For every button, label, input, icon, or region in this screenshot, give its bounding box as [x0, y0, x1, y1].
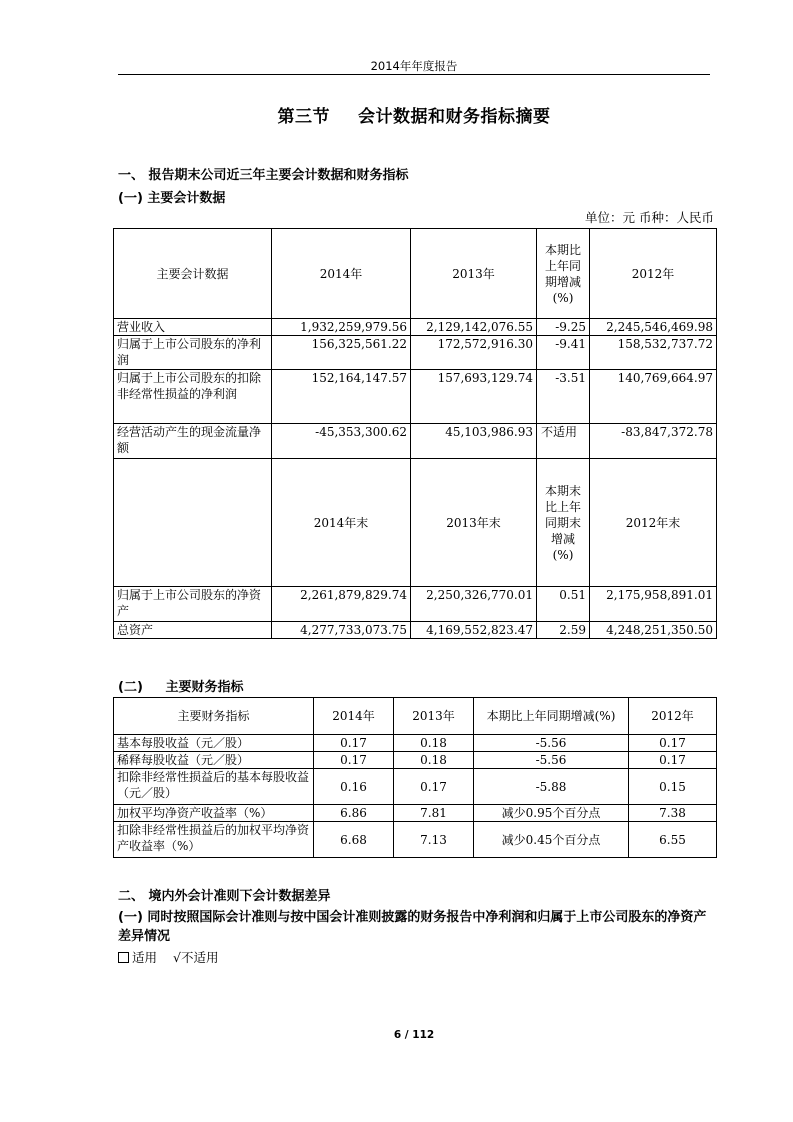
table-cell: 7.38 [629, 805, 717, 822]
table-cell: 2,261,879,829.74 [272, 587, 411, 622]
table-cell: 0.16 [314, 769, 394, 805]
section-title [118, 102, 710, 127]
table-header-cell: 2013年 [411, 229, 537, 319]
table-cell: 加权平均净资产收益率（%） [114, 805, 314, 822]
table-cell: 6.68 [314, 822, 394, 858]
table-cell: -9.25 [537, 319, 590, 336]
checkbox-icon [118, 952, 129, 963]
table-header-cell: 主要财务指标 [114, 698, 314, 735]
table-cell: 0.15 [629, 769, 717, 805]
table-header-row [114, 459, 717, 587]
table-header-cell: 2014年末 [272, 459, 411, 587]
table-header-cell: 本期比上年同期增减(%) [537, 229, 590, 319]
table-cell: 不适用 [537, 424, 590, 459]
table-cell: 2,245,546,469.98 [590, 319, 717, 336]
table-row [114, 319, 717, 336]
main-accounting-data-table [113, 228, 717, 639]
option-applicable: 适用 [132, 950, 158, 965]
table-cell: 减少0.45个百分点 [474, 822, 629, 858]
table-cell: 45,103,986.93 [411, 424, 537, 459]
table-cell: 158,532,737.72 [590, 336, 717, 370]
section-number: 第三节 [277, 107, 330, 127]
table-cell: 6.86 [314, 805, 394, 822]
table-cell: 2,250,326,770.01 [411, 587, 537, 622]
table-row [114, 336, 717, 370]
table-cell: -45,353,300.62 [272, 424, 411, 459]
subheading-main-financial-indicators: (二) 主要财务指标 [118, 680, 244, 695]
table-cell: 0.18 [394, 752, 474, 769]
main-financial-indicators-table [113, 697, 717, 858]
table-cell: 1,932,259,979.56 [272, 319, 411, 336]
table-header-cell: 主要会计数据 [114, 229, 272, 319]
heading-section-1: 一、 报告期末公司近三年主要会计数据和财务指标 [118, 168, 409, 183]
table-cell: 归属于上市公司股东的净利润 [114, 336, 272, 370]
table-cell: 0.51 [537, 587, 590, 622]
table-cell: 稀释每股收益（元／股） [114, 752, 314, 769]
table-header-cell: 本期比上年同期增减(%) [474, 698, 629, 735]
table-cell: 156,325,561.22 [272, 336, 411, 370]
table-cell: 172,572,916.30 [411, 336, 537, 370]
table-cell: 2.59 [537, 622, 590, 639]
table-cell: -83,847,372.78 [590, 424, 717, 459]
table-cell: 营业收入 [114, 319, 272, 336]
section-name: 会计数据和财务指标摘要 [358, 107, 551, 127]
table-row [114, 587, 717, 622]
heading-section-2: 二、 境内外会计准则下会计数据差异 [118, 889, 331, 904]
table-cell: 7.81 [394, 805, 474, 822]
table-cell: 归属于上市公司股东的扣除非经常性损益的净利润 [114, 370, 272, 424]
subheading-main-accounting-data: (一) 主要会计数据 [118, 191, 226, 206]
table-cell: 7.13 [394, 822, 474, 858]
table-header-cell [114, 459, 272, 587]
table-cell: 0.17 [314, 735, 394, 752]
table-cell: 4,248,251,350.50 [590, 622, 717, 639]
table-cell: 0.17 [314, 752, 394, 769]
table-cell: 减少0.95个百分点 [474, 805, 629, 822]
table-header-cell: 2013年末 [411, 459, 537, 587]
table-row [114, 822, 717, 858]
table-cell: 扣除非经常性损益后的基本每股收益（元／股） [114, 769, 314, 805]
table-row [114, 769, 717, 805]
table-cell: 经营活动产生的现金流量净额 [114, 424, 272, 459]
table-cell: 152,164,147.57 [272, 370, 411, 424]
table-row [114, 805, 717, 822]
subheading-text: (一) 同时按照国际会计准则与按中国会计准则披露的财务报告中净利润和归属于上市公司股东的净资产差异情况 [118, 910, 707, 944]
table-cell: 140,769,664.97 [590, 370, 717, 424]
table-header-cell: 2012年 [629, 698, 717, 735]
table-header-cell: 2012年 [590, 229, 717, 319]
table-cell: 总资产 [114, 622, 272, 639]
table-row [114, 752, 717, 769]
table-header-row [114, 229, 717, 319]
table-cell: 0.17 [629, 752, 717, 769]
table-header-cell: 2014年 [314, 698, 394, 735]
table-header-cell: 本期末比上年同期末增减(%) [537, 459, 590, 587]
table-cell: 0.18 [394, 735, 474, 752]
option-not-applicable: √不适用 [172, 950, 219, 965]
table-cell: 157,693,129.74 [411, 370, 537, 424]
table-row [114, 735, 717, 752]
table-cell: 4,169,552,823.47 [411, 622, 537, 639]
table-cell: 2,175,958,891.01 [590, 587, 717, 622]
table-row [114, 370, 717, 424]
subheading-accounting-standards-difference [118, 908, 713, 946]
table-header-cell: 2014年 [272, 229, 411, 319]
header-divider [118, 74, 710, 75]
page-header: 2014年年度报告 [370, 59, 458, 73]
table-cell: -5.56 [474, 752, 629, 769]
table-cell: 归属于上市公司股东的净资产 [114, 587, 272, 622]
table-cell: 基本每股收益（元／股） [114, 735, 314, 752]
page-number: 6 / 112 [393, 1029, 435, 1041]
table-cell: 0.17 [394, 769, 474, 805]
table-header-cell: 2012年末 [590, 459, 717, 587]
table-cell: -5.88 [474, 769, 629, 805]
table-row [114, 424, 717, 459]
unit-currency-note: 单位：元 币种：人民币 [585, 210, 714, 225]
table-cell: -5.56 [474, 735, 629, 752]
table-row [114, 622, 717, 639]
table-cell: 0.17 [629, 735, 717, 752]
table-cell: 6.55 [629, 822, 717, 858]
table-cell: 2,129,142,076.55 [411, 319, 537, 336]
applicability-options [118, 948, 218, 966]
table-header-cell: 2013年 [394, 698, 474, 735]
table-cell: -9.41 [537, 336, 590, 370]
table-cell: -3.51 [537, 370, 590, 424]
table-cell: 4,277,733,073.75 [272, 622, 411, 639]
table-header-row [114, 698, 717, 735]
table-cell: 扣除非经常性损益后的加权平均净资产收益率（%） [114, 822, 314, 858]
